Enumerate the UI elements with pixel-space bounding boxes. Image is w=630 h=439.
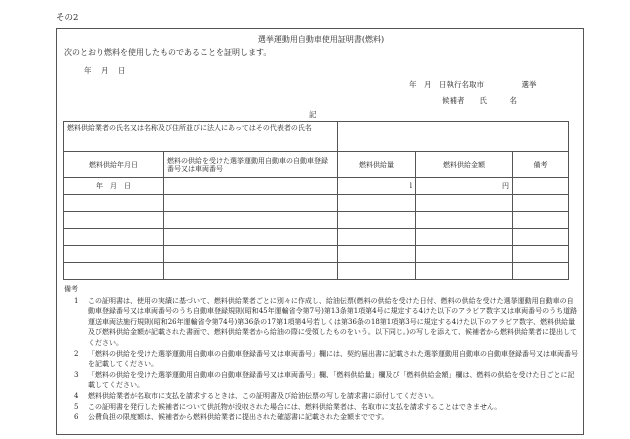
cell-amount — [338, 246, 416, 263]
cell-remarks — [513, 229, 569, 246]
header-fuel-price: 燃料供給金額 — [416, 152, 513, 178]
note-text: 燃料供給業者が名取市に支払を請求するときは、この証明書及び給油伝票の写しを請求書に添付してください。 — [88, 391, 438, 400]
header-supply-date: 燃料供給年月日 — [64, 152, 164, 178]
cell-price — [416, 195, 513, 212]
note-number: 5 — [74, 402, 79, 411]
note-number: 2 — [74, 349, 79, 358]
cell-remarks — [513, 178, 569, 195]
supplier-name-label: 燃料供給業者の氏名又は名称及び住所並びに法人にあってはその代表者の氏名 — [64, 122, 338, 152]
table-row — [64, 195, 569, 212]
table-row — [64, 212, 569, 229]
election-date-line: 年 月 日執行名取市 選挙 — [409, 80, 537, 89]
table-row — [64, 178, 569, 195]
header-vehicle-number: 燃料の供給を受けた選挙運動用自動車の自動車登録番号又は車両番号 — [164, 152, 338, 178]
ki-marker: 記 — [309, 110, 317, 119]
cell-price — [416, 229, 513, 246]
header-remarks: 備考 — [513, 152, 569, 178]
cell-vehicle — [164, 178, 338, 195]
table-row — [64, 229, 569, 246]
fuel-supply-table — [63, 121, 569, 280]
notes-list — [64, 296, 579, 423]
table-body — [64, 178, 569, 280]
cell-remarks — [513, 263, 569, 280]
cell-remarks — [513, 212, 569, 229]
cell-vehicle — [164, 246, 338, 263]
certificate-frame — [56, 28, 584, 435]
cell-vehicle — [164, 212, 338, 229]
note-item — [64, 296, 579, 349]
cell-price: 円 — [416, 178, 513, 195]
cell-amount — [338, 263, 416, 280]
certificate-title: 選挙運動用自動車使用証明書(燃料) — [257, 35, 385, 44]
note-number: 4 — [74, 391, 79, 400]
document-number-label: その2 — [56, 13, 79, 23]
cell-amount — [338, 229, 416, 246]
cell-remarks — [513, 246, 569, 263]
note-number: 1 — [74, 296, 79, 305]
supplier-name-value — [338, 122, 569, 152]
note-item — [64, 349, 579, 370]
cell-date — [64, 229, 164, 246]
cell-vehicle — [164, 229, 338, 246]
table-row — [64, 246, 569, 263]
cell-date — [64, 212, 164, 229]
cell-date — [64, 263, 164, 280]
note-text: 「燃料の供給を受けた選挙運動用自動車の自動車登録番号又は車両番号」欄には、契約届出書に記載された選挙運動用自動車の自動車登録番号又は車両番号を記載してください。 — [88, 349, 578, 369]
cell-date: 年 月 日 — [64, 178, 164, 195]
intro-text: 次のとおり燃料を使用したものであることを証明します。 — [64, 48, 272, 57]
cell-vehicle — [164, 195, 338, 212]
note-item — [64, 402, 579, 413]
cell-price — [416, 246, 513, 263]
cell-vehicle — [164, 263, 338, 280]
note-text: 公費負担の限度額は、候補者から燃料供給業者に提出された確認書に記載された金額までです。 — [88, 413, 389, 422]
cell-price — [416, 212, 513, 229]
cell-price — [416, 263, 513, 280]
cell-remarks — [513, 195, 569, 212]
issue-date-line: 年 月 日 — [84, 66, 127, 75]
notes-section — [64, 284, 579, 423]
note-item — [64, 391, 579, 402]
note-item — [64, 412, 579, 423]
note-item — [64, 370, 579, 391]
header-fuel-amount: 燃料供給量 — [338, 152, 416, 178]
cell-amount — [338, 212, 416, 229]
cell-amount — [338, 195, 416, 212]
note-text: 「燃料の供給を受けた選挙運動用自動車の自動車登録番号又は車両番号」欄、「燃料供給量」欄及び「燃料供給金額」欄は、燃料の供給を受けた日ごとに記載してください。 — [88, 370, 575, 390]
cell-date — [64, 195, 164, 212]
note-number: 6 — [74, 413, 79, 422]
cell-date — [64, 246, 164, 263]
candidate-name-line: 候補者 氏 名 — [442, 96, 517, 105]
table-row — [64, 263, 569, 280]
note-text: この証明書は、使用の実績に基づいて、燃料供給業者ごとに別々に作成し、給油伝票(燃料の供給を受けた日付、燃料の供給を受けた選挙運動用自動車の自動車登録番号又は車両番号のうち自動車登録規則(昭和45年運輸省令第7号)第13条第1項第4号に規定する4けた以下のアラビア数字又は車両番号のうち道路運送車両法施行規則(昭和26年運輸省令第74号)第36条の17第1項第4号若しくは第36条の18第1項第3号に規定する4けた以下のアラビア数字、燃料供給量及び燃料供給金額が記載された書面で、燃料供給業者から給油の際に受領したものをいう。以下同じ。)の写しを添えて、候補者から燃料供給業者に提出してください。 — [88, 296, 578, 347]
notes-title: 備考 — [64, 285, 78, 293]
cell-amount: l — [338, 178, 416, 195]
note-text: この証明書を発行した候補者について供託物が没収された場合には、燃料供給業者は、名取市に支払を請求することはできません。 — [88, 402, 502, 411]
note-number: 3 — [74, 370, 79, 379]
